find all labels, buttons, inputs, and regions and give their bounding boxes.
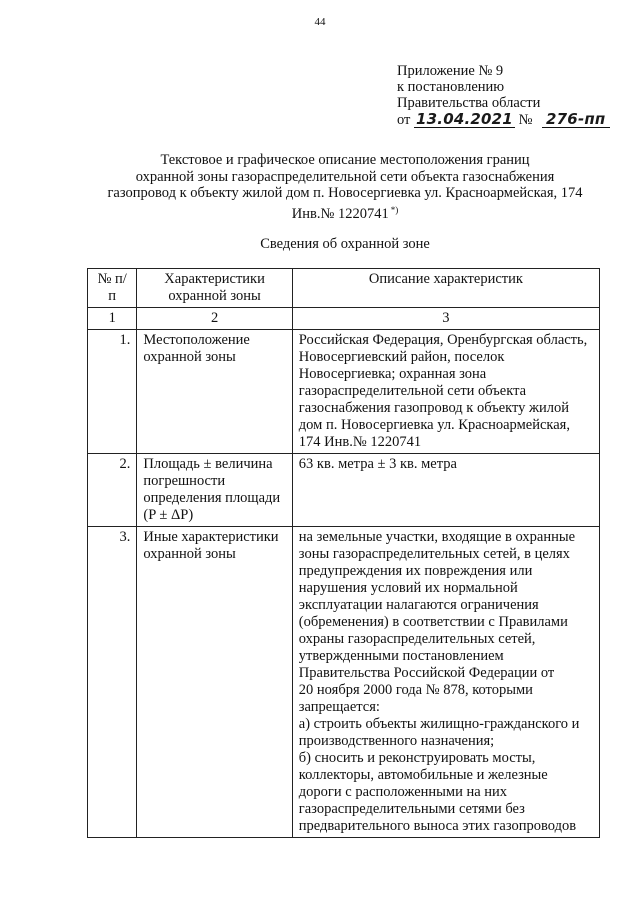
number-sign: № bbox=[518, 112, 533, 128]
table-row bbox=[88, 527, 600, 838]
header-characteristics: Характеристики охранной зоны bbox=[137, 269, 292, 308]
description-line: эксплуатации налагаются ограничения bbox=[298, 597, 539, 613]
description-line: 20 ноября 2000 года № 878, которыми bbox=[298, 682, 533, 698]
appendix-date-line bbox=[397, 111, 610, 128]
description-line: зоны газораспределительных сетей, в целях bbox=[298, 546, 570, 562]
description-line: запрещается: bbox=[298, 699, 380, 715]
row-characteristic: Местоположение охранной зоны bbox=[137, 330, 292, 454]
index-cell-2: 2 bbox=[137, 308, 292, 330]
title-line-3: газопровод к объекту жилой дом п. Новосергиевка ул. Красноармейская, 174 bbox=[107, 185, 583, 201]
description-line: а) строить объекты жилищно-гражданского и bbox=[298, 716, 580, 732]
table-header-row bbox=[88, 269, 600, 308]
description-line: охраны газораспределительных сетей, bbox=[298, 631, 536, 647]
description-line: предупреждения их повреждения или bbox=[298, 563, 533, 579]
description-line: б) сносить и реконструировать мосты, bbox=[298, 750, 536, 766]
description-line: на земельные участки, входящие в охранные bbox=[298, 529, 576, 545]
description-line: утвержденными постановлением bbox=[298, 648, 504, 664]
title-line-4 bbox=[70, 202, 620, 223]
description-line: предварительного выноса этих газопроводов bbox=[298, 818, 577, 834]
inventory-number: Инв.№ 1220741 bbox=[291, 205, 389, 222]
description-line: дороги с расположенными на них bbox=[298, 784, 508, 800]
table-index-row bbox=[88, 308, 600, 330]
zone-table bbox=[87, 268, 600, 838]
index-cell-3: 3 bbox=[292, 308, 599, 330]
row-number: 1. bbox=[88, 330, 137, 454]
footnote-mark: *) bbox=[390, 204, 399, 215]
title-line-1: Текстовое и графическое описание местоположения границ bbox=[160, 152, 530, 168]
row-description bbox=[292, 527, 599, 838]
appendix-line-3: Правительства области bbox=[397, 95, 541, 111]
description-line: газораспределительными сетями без bbox=[298, 801, 525, 817]
title-line-2: охранной зоны газораспределительной сети объекта газоснабжения bbox=[135, 168, 555, 185]
page-number: 44 bbox=[314, 16, 326, 28]
row-description: 63 кв. метра ± 3 кв. метра bbox=[292, 454, 599, 527]
description-line: (обременения) в соответствии с Правилами bbox=[298, 614, 568, 630]
index-cell-1: 1 bbox=[88, 308, 137, 330]
document-title bbox=[70, 152, 620, 222]
row-characteristic: Площадь ± величина погрешности определения площади (P ± ΔP) bbox=[137, 454, 292, 527]
header-num: № п/п bbox=[88, 269, 137, 308]
description-line: нарушения условий их нормальной bbox=[298, 580, 518, 596]
handwritten-date: 13.04.2021 bbox=[416, 110, 513, 128]
header-description: Описание характеристик bbox=[292, 269, 599, 308]
row-number: 2. bbox=[88, 454, 137, 527]
date-prefix: от bbox=[397, 112, 411, 128]
description-line: производственного назначения; bbox=[298, 733, 495, 749]
table-row bbox=[88, 330, 600, 454]
appendix-line-2: к постановлению bbox=[397, 79, 505, 95]
table-row bbox=[88, 454, 600, 527]
row-characteristic: Иные характеристики охранной зоны bbox=[137, 527, 292, 838]
description-line: коллекторы, автомобильные и железные bbox=[298, 767, 548, 783]
row-number: 3. bbox=[88, 527, 137, 838]
handwritten-number: 276-пп bbox=[542, 111, 609, 128]
row-description: Российская Федерация, Оренбургская область, Новосергиевский район, поселок Новосергиевка; охранная зона газораспределительной сети объекта газоснабжения газопровод к объекту жилой дом п. Новосергиевка ул. Красноармейская, 174 Инв.№ 1220741 bbox=[292, 330, 599, 454]
appendix-line-1: Приложение № 9 bbox=[397, 63, 504, 79]
appendix-block bbox=[397, 63, 610, 128]
section-subtitle: Сведения об охранной зоне bbox=[260, 236, 430, 252]
description-line: Правительства Российской Федерации от bbox=[298, 665, 555, 681]
